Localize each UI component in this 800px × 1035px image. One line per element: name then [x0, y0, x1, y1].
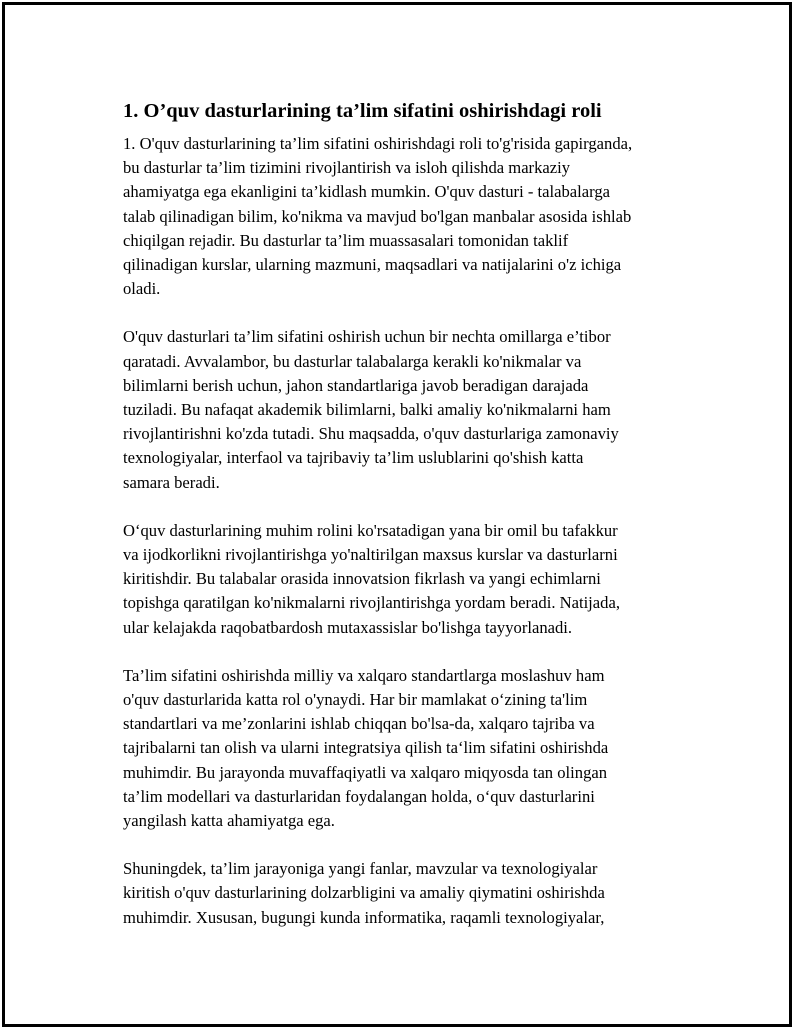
text-line: talab qilinadigan bilim, ko'nikma va mavjud bo'lgan manbalar asosida ishlab: [123, 206, 632, 226]
paragraph-1: [123, 132, 699, 301]
text-line: tuziladi. Bu nafaqat akademik bilimlarni, balki amaliy ko'nikmalarni ham: [123, 400, 611, 420]
text-line: ahamiyatga ega ekanligini ta’kidlash mumkin. O'quv dasturi - talabalarga: [123, 182, 610, 202]
page-frame: [2, 2, 792, 1027]
text-line: O‘quv dasturlarining muhim rolini ko'rsatadigan yana bir omil bu tafakkur: [123, 520, 618, 540]
text-line: tajribalarni tan olish va ularni integratsiya qilish ta‘lim sifatini oshirishda: [123, 738, 609, 758]
text-line: Shuningdek, ta’lim jarayoniga yangi fanlar, mavzular va texnologiyalar: [123, 859, 598, 879]
text-line: muhimdir. Xususan, bugungi kunda informatika, raqamli texnologiyalar,: [123, 907, 605, 927]
paragraph-4: [123, 664, 699, 833]
text-line: standartlari va me’zonlarini ishlab chiqqan bo'lsa-da, xalqaro tajriba va: [123, 714, 595, 734]
document-body: [119, 98, 699, 954]
text-line: qilinadigan kurslar, ularning mazmuni, maqsadlari va natijalarini o'z ichiga: [123, 255, 622, 275]
text-line: kiritish o'quv dasturlarining dolzarbligini va amaliy qiymatini oshirishda: [123, 883, 605, 903]
paragraph-3: [123, 519, 699, 640]
text-line: va ijodkorlikni rivojlantirishga yo'naltirilgan maxsus kurslar va dasturlarni: [123, 545, 618, 565]
paragraph-5: [123, 857, 699, 930]
text-line: ular kelajakda raqobatbardosh mutaxassislar bo'lishga tayyorlanadi.: [123, 617, 573, 637]
text-line: bu dasturlar ta’lim tizimini rivojlantirish va isloh qilishda markaziy: [123, 158, 571, 178]
text-line: samara beradi.: [123, 472, 220, 492]
document-heading: 1. O’quv dasturlarining ta’lim sifatini oshirishdagi roli: [123, 100, 602, 122]
text-line: o'quv dasturlarida katta rol o'ynaydi. Har bir mamlakat o‘zining ta'lim: [123, 690, 588, 710]
text-line: Ta’lim sifatini oshirishda milliy va xalqaro standartlarga moslashuv ham: [123, 665, 605, 685]
text-line: O'quv dasturlari ta’lim sifatini oshirish uchun bir nechta omillarga e’tibor: [123, 327, 611, 347]
text-line: texnologiyalar, interfaol va tajribaviy ta’lim uslublarini qo'shish katta: [123, 448, 584, 468]
text-line: rivojlantirishni ko'zda tutadi. Shu maqsadda, o'quv dasturlariga zamonaviy: [123, 424, 619, 444]
text-line: bilimlarni berish uchun, jahon standartlariga javob beradigan darajada: [123, 375, 589, 395]
text-line: chiqilgan rejadir. Bu dasturlar ta’lim muassasalari tomonidan taklif: [123, 230, 569, 250]
text-line: 1. O'quv dasturlarining ta’lim sifatini oshirishdagi roli to'g'risida gapirganda,: [123, 134, 633, 153]
text-line: oladi.: [123, 279, 161, 299]
text-line: yangilash katta ahamiyatga ega.: [123, 811, 335, 831]
text-line: muhimdir. Bu jarayonda muvaffaqiyatli va xalqaro miqyosda tan olingan: [123, 762, 608, 782]
paragraph-2: [123, 325, 699, 494]
text-line: ta’lim modellari va dasturlaridan foydalangan holda, o‘quv dasturlarini: [123, 786, 595, 806]
text-line: kiritishdir. Bu talabalar orasida innovatsion fikrlash va yangi echimlarni: [123, 569, 601, 589]
text-line: topishga qaratilgan ko'nikmalarni rivojlantirishga yordam beradi. Natijada,: [123, 593, 620, 613]
text-line: qaratadi. Avvalambor, bu dasturlar talabalarga kerakli ko'nikmalar va: [123, 351, 582, 371]
